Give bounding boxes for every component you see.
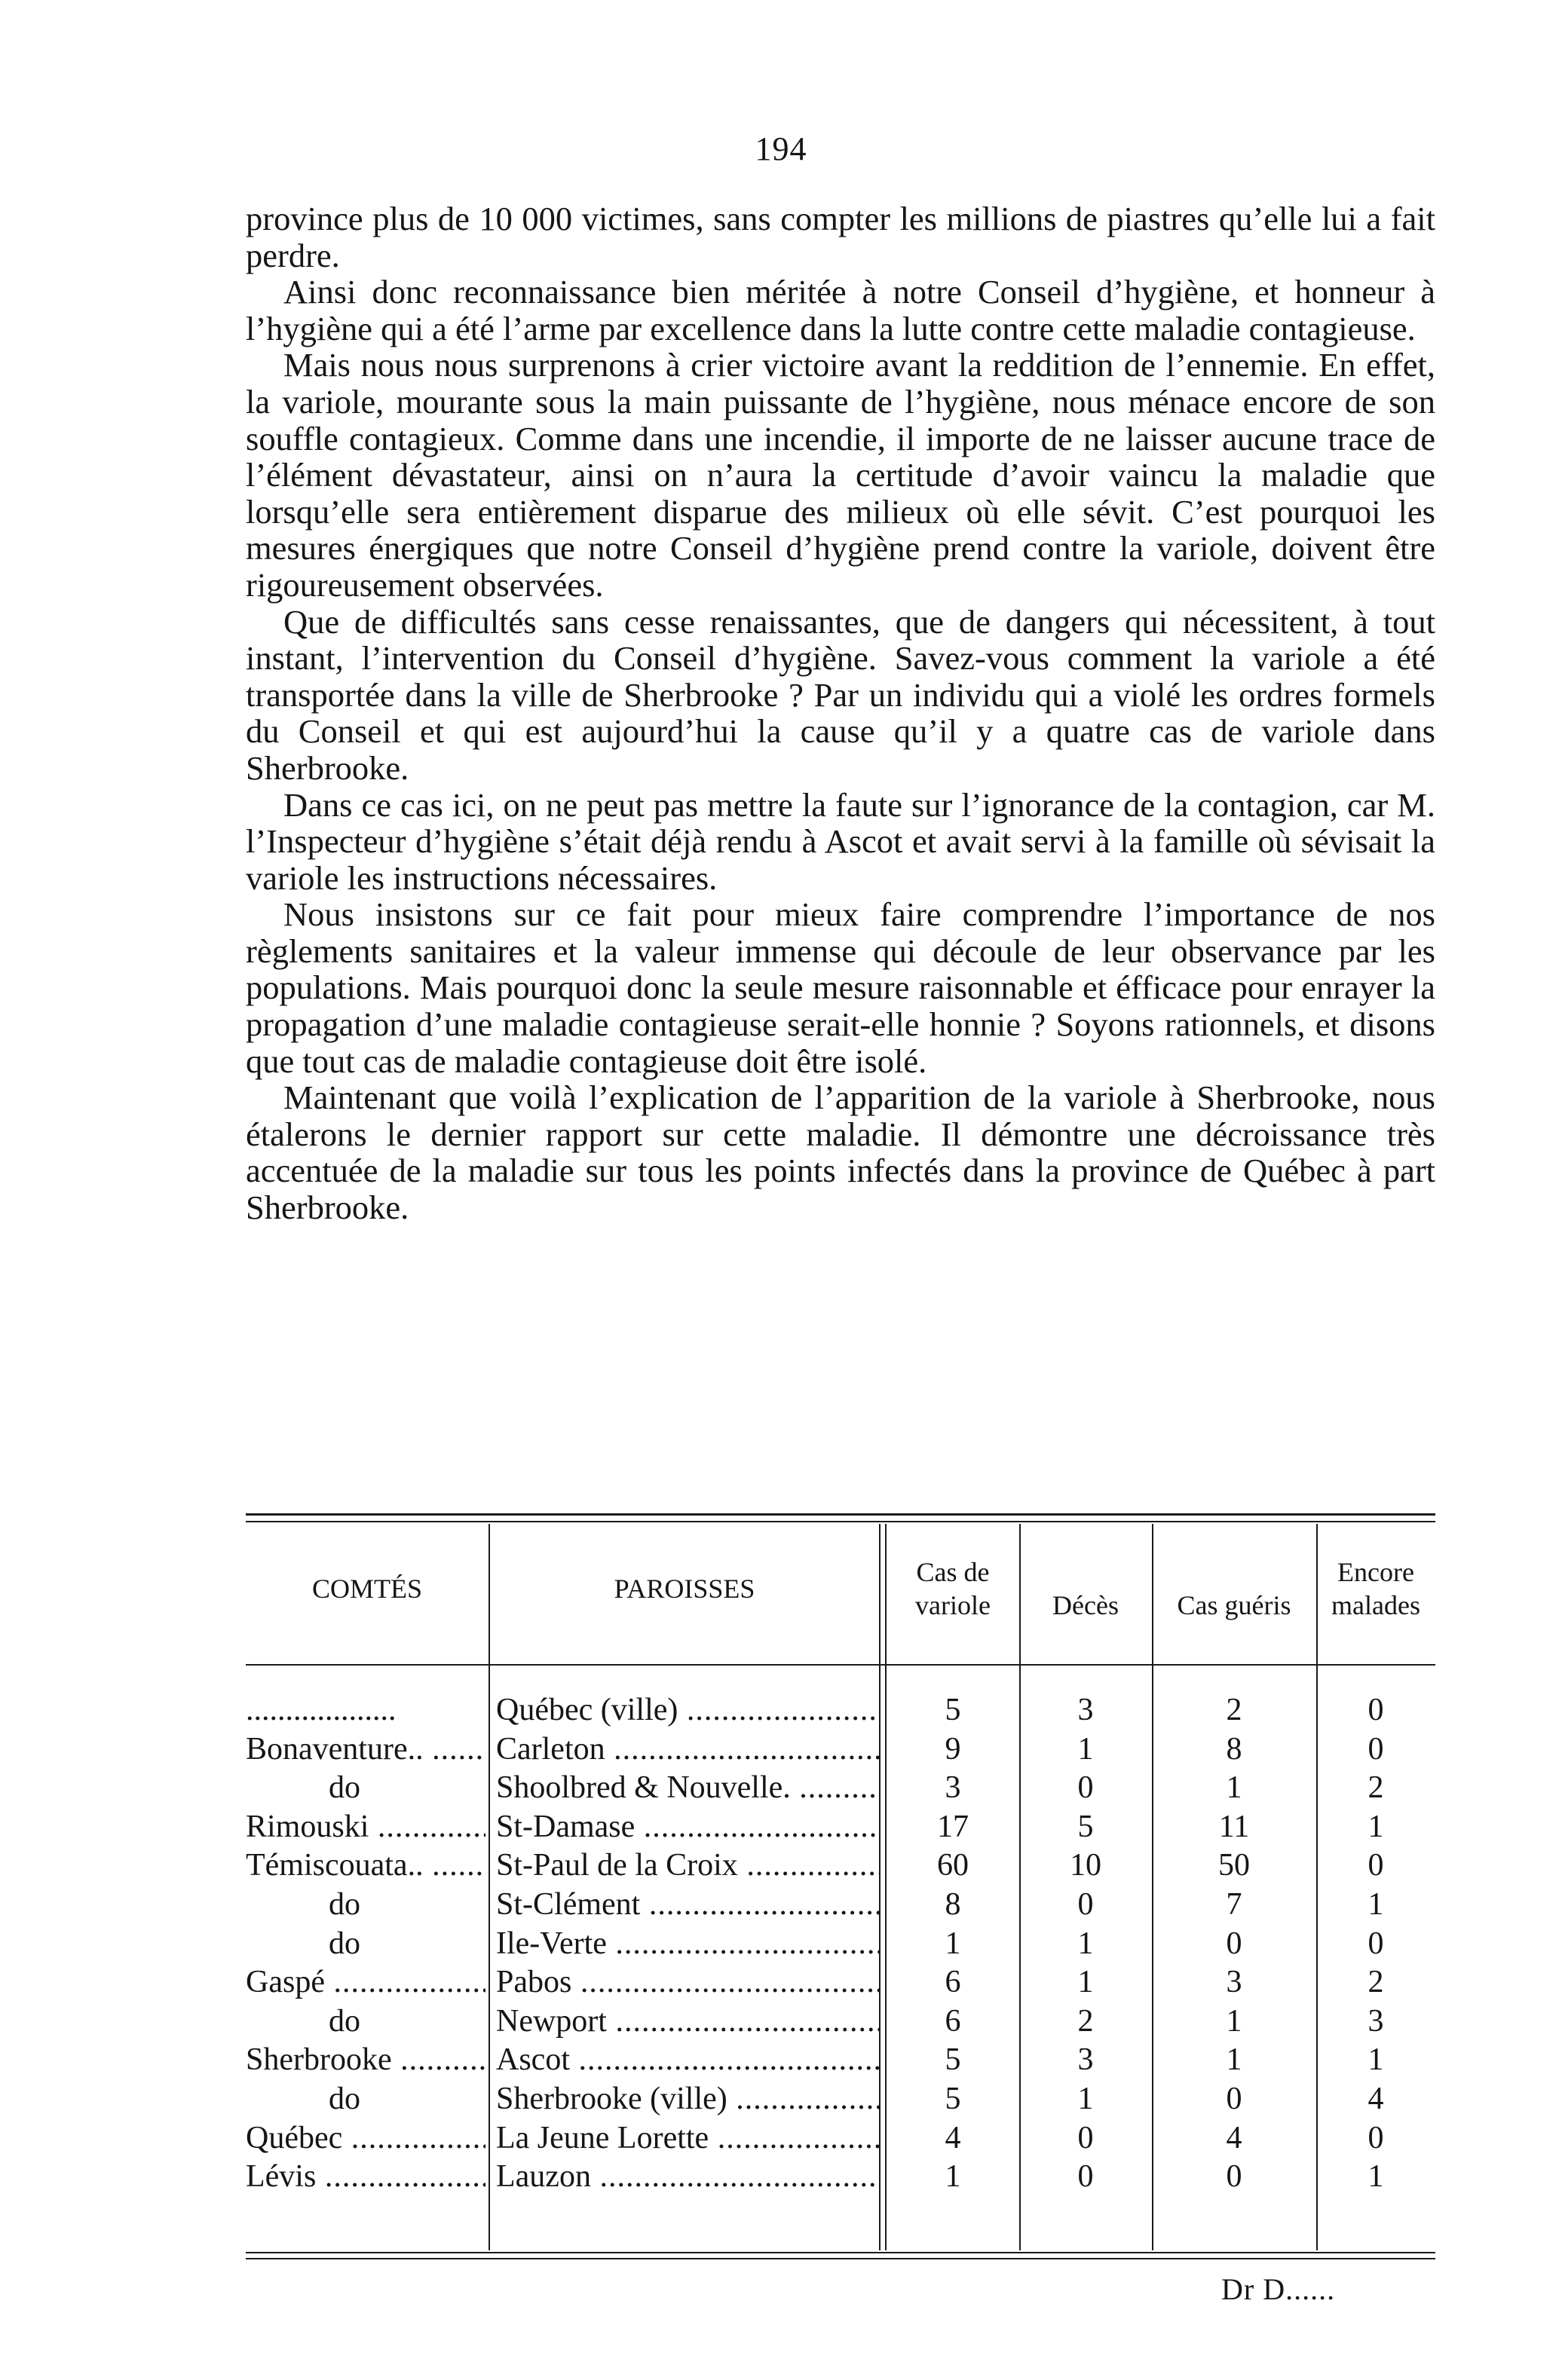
parish-cell — [496, 2041, 879, 2080]
dot-leader — [316, 2159, 485, 2194]
table-top-rule — [246, 1513, 1435, 1516]
dot-leader — [607, 2004, 879, 2039]
county-cell-text: Québec — [246, 2120, 343, 2155]
cured-cell-text: 1 — [1226, 2042, 1242, 2078]
deaths-cell-text: 3 — [1077, 1693, 1094, 1727]
dot-leader — [325, 1965, 485, 1999]
county-cell — [246, 1808, 485, 1847]
cured-cell — [1152, 1886, 1316, 1925]
still-sick-cell-text: 2 — [1368, 1965, 1384, 2000]
still-sick-cell-text: 0 — [1368, 2120, 1384, 2155]
county-cell-text: Lévis — [246, 2159, 317, 2195]
county-cell-text: do — [329, 1926, 360, 1961]
parish-cell-text: St-Damase — [496, 1809, 636, 1844]
still-sick-cell — [1316, 1963, 1435, 2002]
cases-cell-text: 4 — [945, 2120, 961, 2155]
cured-cell — [1152, 1925, 1316, 1964]
still-sick-cell — [1316, 1925, 1435, 1964]
county-cell — [246, 2080, 485, 2119]
dot-leader — [709, 2121, 879, 2155]
still-sick-cell-text: 3 — [1368, 2003, 1384, 2039]
cases-cell — [887, 1808, 1019, 1847]
deaths-cell-text: 0 — [1077, 1770, 1094, 1806]
still-sick-cell-text: 1 — [1368, 2042, 1384, 2078]
county-cell-text: ................... — [246, 1693, 397, 1727]
cases-cell-text: 6 — [945, 1965, 961, 2000]
still-sick-cell-text: 1 — [1368, 2159, 1384, 2195]
still-sick-cell-text: 0 — [1368, 1693, 1384, 1727]
parish-cell — [496, 1691, 879, 1730]
cases-cell — [887, 1886, 1019, 1925]
deaths-cell-text: 5 — [1077, 1809, 1094, 1844]
parish-cell-text: Québec (ville) — [496, 1693, 678, 1727]
table-row — [0, 2119, 1562, 2158]
county-cell-text: Rimouski — [246, 1809, 369, 1844]
table-bottom-rule-inner — [246, 2258, 1435, 2259]
header-comtes: COMTÉS — [311, 1574, 423, 1604]
cured-cell — [1152, 2158, 1316, 2197]
dot-leader — [571, 1965, 879, 1999]
table-row — [0, 1886, 1562, 1925]
parish-cell-text: Lauzon — [496, 2159, 591, 2195]
dot-leader — [591, 2159, 879, 2194]
still-sick-cell-text: 0 — [1368, 1731, 1384, 1767]
deaths-cell — [1019, 2041, 1152, 2080]
deaths-cell — [1019, 1963, 1152, 2002]
dot-leader — [369, 1809, 485, 1844]
still-sick-cell — [1316, 1886, 1435, 1925]
cases-cell — [887, 1691, 1019, 1730]
parish-cell-text: St-Clément — [496, 1886, 641, 1922]
parish-cell — [496, 1846, 879, 1886]
county-cell-text: Bonaventure.. — [246, 1731, 424, 1767]
parish-cell-text: Ile-Verte — [496, 1926, 607, 1961]
cured-cell — [1152, 2080, 1316, 2119]
table-row — [0, 2080, 1562, 2119]
county-cell — [246, 2158, 485, 2197]
deaths-cell-text: 1 — [1077, 1731, 1094, 1767]
cured-cell-text: 3 — [1226, 1965, 1242, 2000]
cured-cell — [1152, 1691, 1316, 1730]
cases-cell — [887, 2080, 1019, 2119]
still-sick-cell — [1316, 2080, 1435, 2119]
parish-cell-text: Newport — [496, 2003, 607, 2039]
deaths-cell — [1019, 2119, 1152, 2158]
cases-cell-text: 3 — [945, 1770, 961, 1806]
cases-cell — [887, 1846, 1019, 1886]
deaths-cell — [1019, 1886, 1152, 1925]
cured-cell-text: 0 — [1226, 2081, 1242, 2116]
parish-cell — [496, 2002, 879, 2042]
parish-cell — [496, 2158, 879, 2197]
still-sick-cell — [1316, 1730, 1435, 1770]
table-row — [0, 1691, 1562, 1730]
still-sick-cell — [1316, 2041, 1435, 2080]
county-cell-text: do — [329, 1886, 360, 1922]
header-deces: Décès — [1052, 1590, 1119, 1620]
paragraph-2: Ainsi donc reconnaissance bien méritée à notre Conseil d’hygiène, et honneur à l’hygiène qui a été l’arme par excellence dans la lutte contre cette maladie contagieuse. — [246, 273, 1435, 347]
deaths-cell-text: 1 — [1077, 1926, 1094, 1961]
table-row — [0, 1925, 1562, 1964]
dot-leader — [791, 1770, 879, 1805]
dot-leader — [607, 1926, 879, 1961]
header-encore-line2: malades — [1331, 1590, 1420, 1620]
deaths-cell-text: 2 — [1077, 2003, 1094, 2039]
paragraph-7: Maintenant que voilà l’explication de l’apparition de la variole à Sherbrooke, nous étalerons le dernier rapport sur cette maladie. Il démontre une décroissance très accentuée de la maladie sur tous les points infectés dans la province de Québec à part Sherbrooke. — [246, 1078, 1435, 1227]
parish-cell-text: Pabos — [496, 1965, 572, 2000]
cured-cell — [1152, 1846, 1316, 1886]
dot-leader — [635, 1809, 879, 1844]
dot-leader — [342, 2121, 485, 2155]
deaths-cell — [1019, 2158, 1152, 2197]
county-cell — [246, 1886, 485, 1925]
still-sick-cell-text: 1 — [1368, 1809, 1384, 1844]
county-cell — [246, 2041, 485, 2080]
still-sick-cell — [1316, 1808, 1435, 1847]
cases-cell — [887, 1963, 1019, 2002]
county-cell — [246, 2119, 485, 2158]
cases-cell-text: 1 — [945, 1926, 961, 1961]
cases-cell — [887, 2002, 1019, 2042]
deaths-cell — [1019, 1808, 1152, 1847]
dot-leader — [424, 1848, 485, 1883]
county-cell — [246, 1769, 485, 1808]
paragraph-4: Que de difficultés sans cesse renaissantes, que de dangers qui nécessitent, à tout instant, l’intervention du Conseil d’hygiène. Savez-vous comment la variole a été transportée dans la ville de Sherbrooke ? Par un individu qui a violé les ordres formels du Conseil et qui est aujourd’hui la cause qu’il y a quatre cas de variole dans Sherbrooke. — [246, 602, 1435, 787]
cases-cell — [887, 1769, 1019, 1808]
cases-cell — [887, 2119, 1019, 2158]
cases-cell — [887, 2158, 1019, 2197]
county-cell-text: do — [329, 2081, 360, 2116]
table-row — [0, 1808, 1562, 1847]
still-sick-cell — [1316, 1846, 1435, 1886]
cases-cell-text: 6 — [945, 2003, 961, 2039]
deaths-cell-text: 0 — [1077, 2159, 1094, 2195]
cured-cell — [1152, 2002, 1316, 2042]
dot-leader — [570, 2042, 879, 2077]
county-cell — [246, 1925, 485, 1964]
deaths-cell — [1019, 2002, 1152, 2042]
parish-cell — [496, 1925, 879, 1964]
still-sick-cell — [1316, 2119, 1435, 2158]
table-body — [0, 1691, 1562, 2197]
county-cell-text: Témiscouata.. — [246, 1848, 424, 1883]
deaths-cell — [1019, 1846, 1152, 1886]
page-number: 194 — [755, 130, 807, 167]
deaths-cell — [1019, 1730, 1152, 1770]
cured-cell — [1152, 1769, 1316, 1808]
deaths-cell-text: 3 — [1077, 2042, 1094, 2078]
parish-cell — [496, 1808, 879, 1847]
body-text — [246, 200, 1435, 1226]
cases-cell-text: 60 — [937, 1848, 969, 1883]
parish-cell-text: Shoolbred & Nouvelle. — [496, 1770, 791, 1806]
cured-cell-text: 0 — [1226, 1926, 1242, 1961]
dot-leader — [392, 2042, 485, 2077]
still-sick-cell-text: 0 — [1368, 1926, 1384, 1961]
still-sick-cell-text: 1 — [1368, 1886, 1384, 1922]
cases-cell — [887, 2041, 1019, 2080]
header-cas-line2: variole — [915, 1590, 991, 1620]
county-cell-text: Sherbrooke — [246, 2042, 392, 2078]
dot-leader — [640, 1887, 879, 1922]
cases-cell-text: 5 — [945, 1693, 961, 1727]
dot-leader — [605, 1732, 879, 1767]
table-row — [0, 1963, 1562, 2002]
still-sick-cell-text: 0 — [1368, 1848, 1384, 1883]
table-row — [0, 1730, 1562, 1770]
county-cell-text: do — [329, 2003, 360, 2039]
cured-cell-text: 0 — [1226, 2159, 1242, 2195]
header-cas-line1: Cas de — [916, 1557, 990, 1587]
county-cell-text: do — [329, 1770, 360, 1806]
cases-cell-text: 9 — [945, 1731, 961, 1767]
header-encore-line1: Encore — [1337, 1557, 1414, 1587]
county-cell — [246, 2002, 485, 2042]
signature: Dr D...... — [1221, 2272, 1336, 2306]
still-sick-cell-text: 4 — [1368, 2081, 1384, 2116]
cases-cell — [887, 1925, 1019, 1964]
cases-cell-text: 5 — [945, 2042, 961, 2078]
table-row — [0, 2158, 1562, 2197]
cured-cell-text: 8 — [1226, 1731, 1242, 1767]
cases-cell — [887, 1730, 1019, 1770]
still-sick-cell — [1316, 2002, 1435, 2042]
parish-cell-text: Carleton — [496, 1731, 605, 1767]
cured-cell-text: 2 — [1226, 1693, 1242, 1727]
parish-cell-text: Ascot — [496, 2042, 570, 2078]
header-gueris: Cas guéris — [1177, 1590, 1291, 1620]
cured-cell-text: 11 — [1218, 1809, 1250, 1844]
still-sick-cell — [1316, 2158, 1435, 2197]
deaths-cell — [1019, 2080, 1152, 2119]
cured-cell — [1152, 2119, 1316, 2158]
table-row — [0, 2041, 1562, 2080]
deaths-cell-text: 0 — [1077, 1886, 1094, 1922]
cured-cell-text: 1 — [1226, 1770, 1242, 1806]
cured-cell-text: 4 — [1226, 2120, 1242, 2155]
table-top-rule-inner — [246, 1521, 1435, 1522]
table-row — [0, 2002, 1562, 2042]
deaths-cell-text: 1 — [1077, 2081, 1094, 2116]
cases-cell-text: 8 — [945, 1886, 961, 1922]
deaths-cell — [1019, 1769, 1152, 1808]
paragraph-1: province plus de 10 000 victimes, sans compter les millions de piastres qu’elle lui a fait perdre. — [246, 200, 1435, 274]
parish-cell — [496, 1769, 879, 1808]
county-cell-text: Gaspé — [246, 1965, 325, 2000]
parish-cell — [496, 1730, 879, 1770]
table-row — [0, 1769, 1562, 1808]
cases-cell-text: 5 — [945, 2081, 961, 2116]
table-header-rule — [246, 1664, 1435, 1666]
paragraph-3: Mais nous nous surprenons à crier victoire avant la reddition de l’ennemie. En effet, la variole, mourante sous la main puissante de l’hygiène, nous ménace encore de son souffle contagieux. Comme dans une incendie, il importe de ne laisser aucune trace de l’élément dévastateur, ainsi on n’aura la certitude d’avoir vaincu la maladie que lorsqu’elle sera entièrement disparue des milieux où elle sévit. C’est pourquoi les mesures énergiques que notre Conseil d’hygiène prend contre la variole, doivent être rigoureusement observées. — [246, 346, 1435, 604]
deaths-cell-text: 1 — [1077, 1965, 1094, 2000]
header-paroisses: PAROISSES — [614, 1574, 755, 1604]
deaths-cell-text: 10 — [1070, 1848, 1101, 1883]
dot-leader — [727, 2082, 879, 2116]
dot-leader — [738, 1848, 879, 1883]
cured-cell-text: 7 — [1226, 1886, 1242, 1922]
deaths-cell-text: 0 — [1077, 2120, 1094, 2155]
parish-cell — [496, 1963, 879, 2002]
county-cell — [246, 1691, 485, 1730]
parish-cell-text: Sherbrooke (ville) — [496, 2081, 727, 2116]
dot-leader — [424, 1732, 485, 1767]
dot-leader — [678, 1693, 879, 1727]
cured-cell — [1152, 2041, 1316, 2080]
cured-cell-text: 1 — [1226, 2003, 1242, 2039]
cured-cell — [1152, 1808, 1316, 1847]
county-cell — [246, 1963, 485, 2002]
parish-cell-text: St-Paul de la Croix — [496, 1848, 738, 1883]
county-cell — [246, 1846, 485, 1886]
parish-cell — [496, 2080, 879, 2119]
still-sick-cell — [1316, 1769, 1435, 1808]
cured-cell — [1152, 1730, 1316, 1770]
paragraph-5: Dans ce cas ici, on ne peut pas mettre la faute sur l’ignorance de la contagion, car M. l’Inspecteur d’hygiène s’était déjà rendu à Ascot et avait servi à la famille où sévisait la variole les instructions nécessaires. — [246, 785, 1435, 897]
cured-cell-text: 50 — [1218, 1848, 1250, 1883]
cases-cell-text: 1 — [945, 2159, 961, 2195]
county-cell — [246, 1730, 485, 1770]
deaths-cell — [1019, 1925, 1152, 1964]
parish-cell-text: La Jeune Lorette — [496, 2120, 709, 2155]
parish-cell — [496, 2119, 879, 2158]
table-row — [0, 1846, 1562, 1886]
cases-cell-text: 17 — [937, 1809, 969, 1844]
cured-cell — [1152, 1963, 1316, 2002]
parish-cell — [496, 1886, 879, 1925]
still-sick-cell — [1316, 1691, 1435, 1730]
paragraph-6: Nous insistons sur ce fait pour mieux faire comprendre l’importance de nos règlements sanitaires et la valeur immense qui découle de leur observance par les populations. Mais pourquoi donc la seule mesure raisonnable et éfficace pour enrayer la propagation d’une maladie contagieuse serait-elle honnie ? Soyons rationnels, et disons que tout cas de maladie contagieuse doit être isolé. — [246, 895, 1435, 1080]
still-sick-cell-text: 2 — [1368, 1770, 1384, 1806]
table-bottom-rule — [246, 2252, 1435, 2253]
deaths-cell — [1019, 1691, 1152, 1730]
